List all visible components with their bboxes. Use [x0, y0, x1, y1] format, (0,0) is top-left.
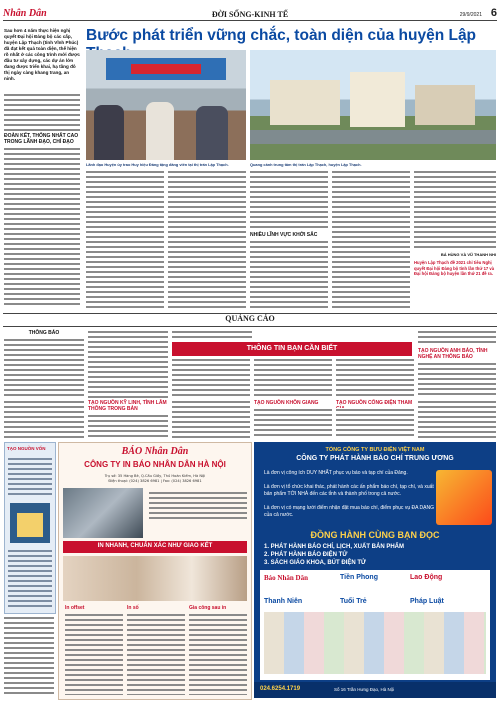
ad-printing-machine-photo	[63, 488, 143, 538]
ad-distrib-service-3: 3. SÁCH GIÁO KHOA, BÚT ĐIỆN TỬ	[264, 560, 366, 566]
col-a-head: TẠO NGUỒN KỸ LINH, TÌNH LÂM THÔNG TRONG BẢN	[88, 400, 167, 412]
sidebar-house-ad	[4, 442, 56, 614]
ad-distrib-service-2: 2. PHÁT HÀNH BÁO ĐIỆN TỬ	[264, 552, 348, 558]
headline: Bước phát triển vững chắc, toàn diện của huyện Lập	[86, 27, 477, 44]
ad-distrib-company: CÔNG TY PHÁT HÀNH BÁO CHÍ TRUNG ƯƠNG	[296, 455, 454, 462]
logo-tien-phong: Tiền Phong	[340, 574, 378, 581]
ad-printing-product-photo	[63, 556, 247, 601]
ad-printing-tagline-bar	[63, 541, 247, 553]
ad-distrib-banner: ĐỒNG HÀNH CÙNG BẠN ĐỌC	[310, 530, 440, 540]
logo-tuoi-tre: Tuổi Trẻ	[340, 598, 367, 605]
issue-date: 29/9/2021	[459, 12, 482, 18]
ad-distrib-footer	[254, 682, 496, 698]
col1-title: THÔNG BÁO	[28, 330, 60, 336]
ad-distrib-phone: 024.6254.1719	[260, 686, 301, 692]
logo-lao-dong: Lao Động	[410, 574, 443, 581]
col-b-head-2: TẠO NGUỒN CỐNG ĐIỆN THAM	[336, 400, 413, 406]
logo-nhan-dan: Báo Nhân Dân	[264, 574, 308, 582]
lead-paragraph: Sau hơn 4 năm thực hiện nghị quyết Đại hội Đảng bộ các cấp, huyện Lập Thạch (tỉnh Vĩnh Phúc) đã đạt kết quả toàn diện, thế hiện rõ nhất ở các công trình mới được đầu tư xây dựng, các dự án lớn đang được triển khai, hạ tầng đô thị ngày càng khang trang, an ninh.	[4, 28, 80, 81]
ad-distrib-bullet-2: Là đơn vị tổ chức khai thác, phát hành các ấn phẩm báo chí, tạp chí, và xuất bản phẩm TỚI NHÀ đến các tỉnh và thành phố trong cả nước.	[264, 484, 434, 497]
subhead-1: ĐOÀN KẾT, THỐNG NHẤT CAO TRONG LÃNH ĐẠO, CHỈ ĐẠO	[4, 133, 79, 145]
paper-logo: Nhân Dân	[3, 8, 47, 19]
ad-printing-company-name: CÔNG TY IN BÁO NHÂN DÂN HÀ NỘI	[84, 460, 226, 469]
ad-distrib-logo-wall	[260, 570, 490, 680]
info-banner	[172, 342, 412, 356]
ad-printing-col-offset: In offset	[65, 605, 85, 611]
info-banner-title: THÔNG TIN BẠN CẦN BIẾT	[246, 345, 338, 352]
col-c-title: TẠO NGUỒN ANH BÁO, TÌNH NGHỆ AN THÔNG BÁO	[418, 348, 488, 360]
ad-distrib-address: Số 16 Trần Hưng Đạo, Hà Nội	[334, 687, 395, 692]
ad-printing-col-digital: In số	[127, 605, 139, 611]
ad-distrib-org: TỔNG CÔNG TY BƯU ĐIỆN VIỆT NAM	[325, 447, 425, 453]
ads-band-title: QUẢNG CÁO	[225, 314, 275, 323]
logo-phap-luat: Pháp Luật	[410, 598, 444, 605]
ad-distrib-bullet-1: Là đơn vị công ích DUY NHẤT phục vụ báo và tạp chí của Đảng.	[264, 470, 408, 476]
masthead	[0, 0, 500, 22]
ad-distribution-company	[254, 442, 496, 698]
section-title: ĐỜI SỐNG-KINH TẾ	[211, 10, 289, 19]
notice-box: Huyện Lập Thạch đề 2021 chỉ tiêu Nghị quyết Đại hội Đảng bộ tỉnh lần thứ 17 và Đại hội Đảng bộ huyện lần thứ 21 đề ra.	[414, 260, 495, 276]
ad-printing-col-finishing: Gia công sau in	[189, 605, 227, 611]
caption-photo-2: Quang cảnh trung tâm thị trấn Lập Thạch, huyện Lập Thạch.	[250, 162, 362, 167]
ad-printing-company	[58, 442, 252, 700]
logo-thanh-nien: Thanh Niên	[264, 598, 303, 605]
ad-printing-brand: BÁO Nhân Dân	[121, 446, 189, 457]
photo-town-center	[250, 50, 496, 160]
ad-distrib-bullet-3: Là đơn vị có mạng lưới điểm nhận đặt mua báo chí, điểm phục vụ ĐA DẠNG của cả nước.	[264, 505, 434, 518]
ad-distrib-truck-photo	[436, 470, 492, 525]
ad-printing-address: Trụ sở: 35 Hàng Bè, Q.Cầu Giấy, Thủ Hoàn Kiếm, Hà Nội	[104, 474, 206, 478]
ad-printing-tagline: IN NHANH, CHUẨN XÁC NHƯ GIAO KẾT	[97, 543, 213, 549]
ad-printing-phone: Điện thoại: (024) 3826 6981 | Fax: (024) 3826 6981	[108, 479, 202, 483]
caption-photo-1: Lãnh đạo Huyện ủy trao Huy hiệu Đảng tặng đảng viên tại thị trấn Lập Thạch.	[86, 162, 229, 167]
sidebar-ad-title: TẠO NGUỒN VỐN	[7, 446, 46, 451]
photo-ceremony	[86, 50, 246, 160]
col-b-head-1: TẠO NGUỒN KHÔN GIANG	[254, 400, 319, 406]
page-number: 6	[490, 7, 497, 19]
byline: BÁ HÙNG VÀ VŨ THANH NHI	[440, 252, 496, 257]
subhead-2: NHIỀU LĨNH VỰC KHỞI SẮC	[250, 232, 318, 238]
ad-distrib-service-1: 1. PHÁT HÀNH BÁO CHÍ, LỊCH, XUẤT BẢN PHẨM	[264, 544, 405, 550]
